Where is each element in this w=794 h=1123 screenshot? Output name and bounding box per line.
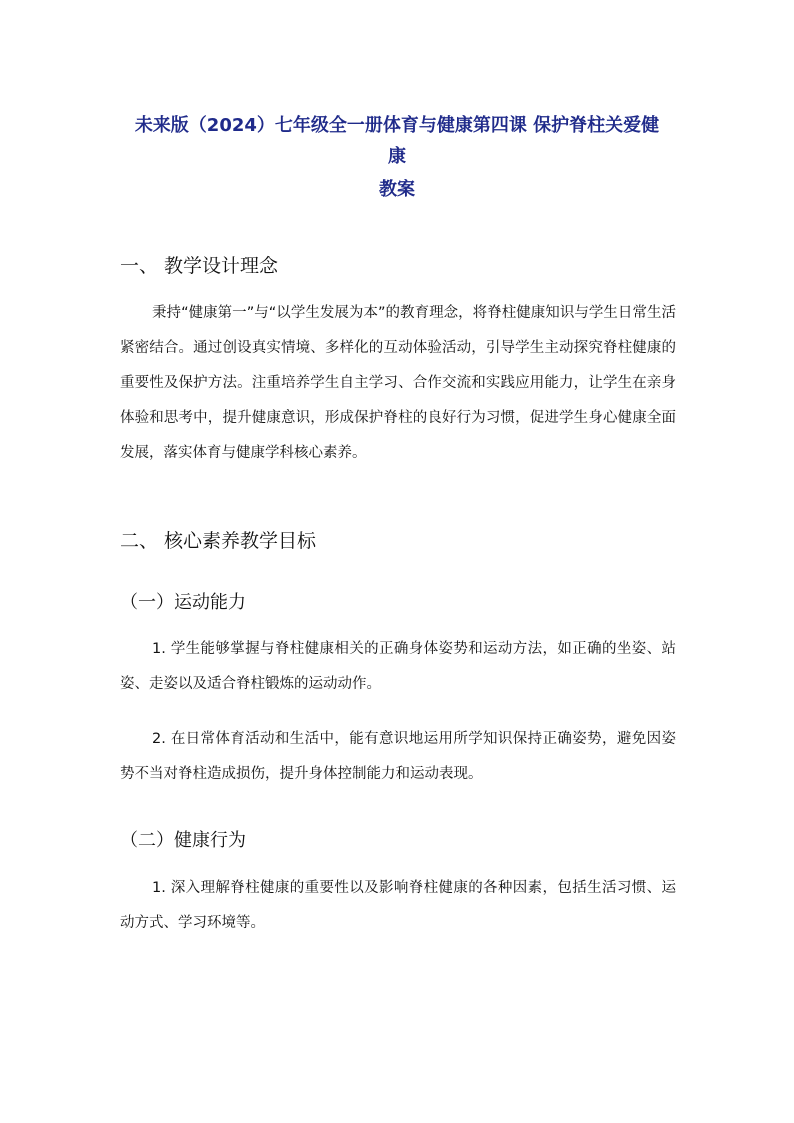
subsection-2-item-1: [120, 871, 676, 941]
section-1-paragraph: [120, 296, 676, 471]
document-title: [110, 104, 684, 212]
section-1-paragraph-text: 秉持“健康第一”与“以学生发展为本”的教育理念，将脊柱健康知识与学生日常生活紧密结合。通过创设真实情境、多样化的互动体验活动，引导学生主动探究脊柱健康的重要性及保护方法。注重培养学生自主学习、合作交流和实践应用能力，让学生在亲身体验和思考中，提升健康意识，形成保护脊柱的良好行为习惯，促进学生身心健康全面发展，落实体育与健康学科核心素养。: [120, 305, 676, 461]
subsection-1-heading: （一）运动能力: [120, 592, 246, 613]
title-line-2: 康: [388, 146, 406, 167]
subsection-2-heading: （二）健康行为: [120, 830, 246, 851]
section-2-heading: 二、 核心素养教学目标: [120, 530, 317, 552]
subsection-2-item-1-text: 1. 深入理解脊柱健康的重要性以及影响脊柱健康的各种因素，包括生活习惯、运动方式、学习环境等。: [120, 880, 676, 931]
subsection-1-item-2-text: 2. 在日常体育活动和生活中，能有意识地运用所学知识保持正确姿势，避免因姿势不当对脊柱造成损伤，提升身体控制能力和运动表现。: [120, 731, 676, 782]
title-line-3: 教案: [379, 179, 415, 200]
section-1-heading: 一、 教学设计理念: [120, 255, 279, 277]
title-line-1: 未来版（2024）七年级全一册体育与健康第四课 保护脊柱关爱健: [134, 115, 660, 136]
subsection-1-item-2: [120, 722, 676, 792]
subsection-1-item-1: [120, 632, 676, 702]
subsection-1-item-1-text: 1. 学生能够掌握与脊柱健康相关的正确身体姿势和运动方法，如正确的坐姿、站姿、走姿以及适合脊柱锻炼的运动动作。: [120, 641, 676, 692]
